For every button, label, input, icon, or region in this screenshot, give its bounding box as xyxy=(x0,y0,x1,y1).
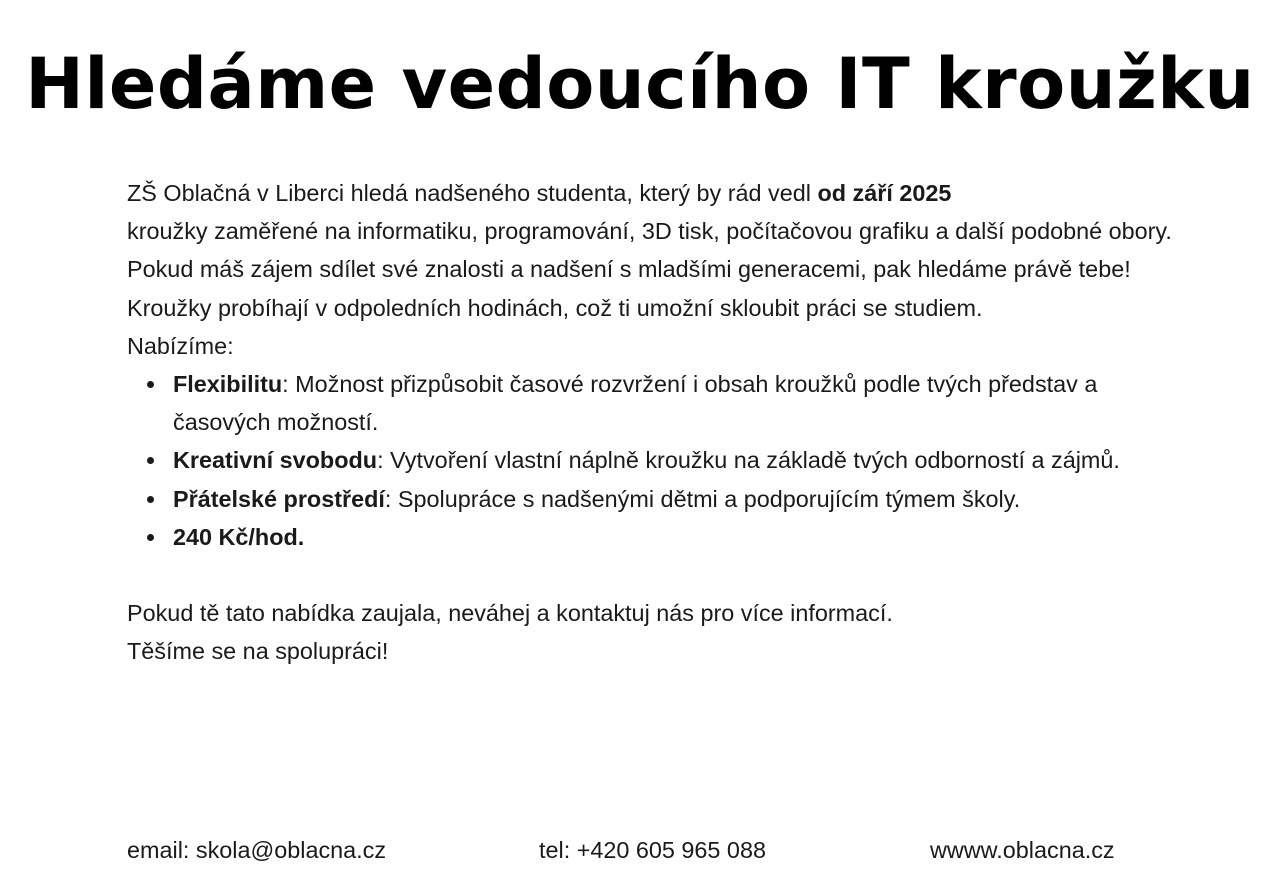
offer-title: 240 Kč/hod. xyxy=(173,523,305,550)
list-item xyxy=(173,480,1177,518)
contact-website: wwww.oblacna.cz xyxy=(930,837,1115,863)
spacer xyxy=(127,556,1177,594)
closing-line: Pokud tě tato nabídka zaujala, neváhej a kontaktuj nás pro více informací. xyxy=(127,600,893,627)
offer-text: : Spolupráce s nadšenými dětmi a podporujícím týmem školy. xyxy=(384,485,1021,512)
list-item xyxy=(173,365,1177,441)
list-item xyxy=(173,518,1177,556)
offer-text: : Možnost přizpůsobit časové rozvržení i obsah kroužků podle tvých představ a časových možností. xyxy=(173,371,1098,436)
closing-line: Těšíme se na spolupráci! xyxy=(127,638,389,665)
contact-phone: tel: +420 605 965 088 xyxy=(539,837,766,863)
offers-list xyxy=(127,365,1177,556)
intro-text-end: kroužky zaměřené na informatiku, programování, 3D tisk, počítačovou grafiku a další podobné obory. xyxy=(127,218,1172,245)
contact-footer xyxy=(0,830,1280,870)
offer-title: Flexibilitu xyxy=(173,371,283,398)
offer-title: Přátelské prostředí xyxy=(173,485,385,512)
intro-text-start: ZŠ Oblačná v Liberci hledá nadšeného studenta, který by rád vedl xyxy=(127,180,818,206)
offers-heading: Nabízíme: xyxy=(127,332,234,359)
contact-email: email: skola@oblacna.cz xyxy=(127,837,387,863)
page-title: Hledáme vedoucího IT kroužku xyxy=(25,43,1255,125)
intro-paragraph xyxy=(127,174,1177,250)
offer-title: Kreativní svobodu xyxy=(173,447,378,474)
list-item xyxy=(173,441,1177,479)
motivation-paragraph: Pokud máš zájem sdílet své znalosti a nadšení s mladšími generacemi, pak hledáme právě tebe! Kroužky probíhají v odpoledních hodinách, což ti umožní skloubit práci se studiem. xyxy=(127,256,1131,321)
start-date: od září 2025 xyxy=(817,180,952,206)
offer-text: : Vytvoření vlastní náplně kroužku na základě tvých odborností a zájmů. xyxy=(377,447,1120,474)
job-description xyxy=(127,174,1177,670)
